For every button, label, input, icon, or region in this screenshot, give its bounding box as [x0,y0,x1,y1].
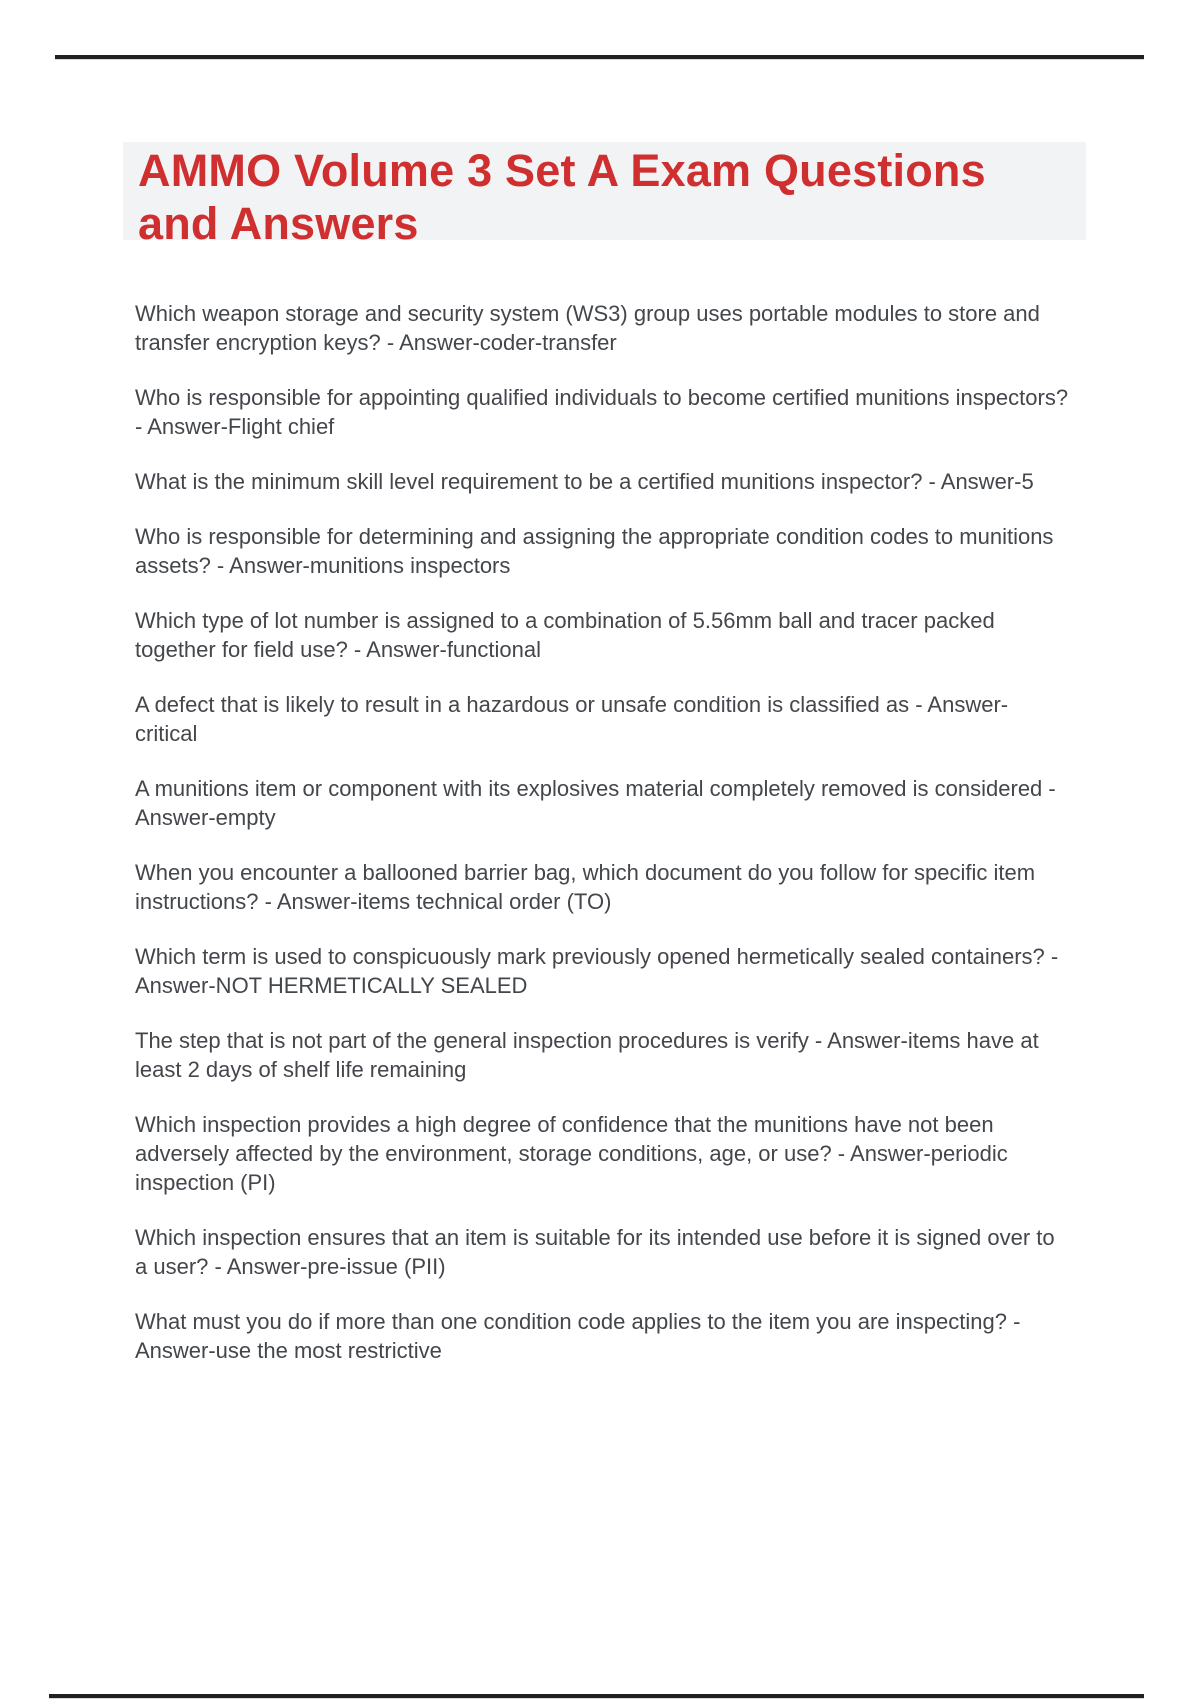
page-title [123,142,1086,250]
qa-item: The step that is not part of the general inspection procedures is verify - Answer-items have at least 2 days of shelf life remaining [135,1028,1039,1082]
qa-item: Who is responsible for determining and assigning the appropriate condition codes to munitions assets? - Answer-munitions inspectors [135,524,1054,578]
qa-item: What is the minimum skill level requirement to be a certified munitions inspector? - Answer-5 [135,469,1034,494]
qa-item: Which weapon storage and security system (WS3) group uses portable modules to store and transfer encryption keys? - Answer-coder-transfer [135,301,1040,355]
qa-item: A defect that is likely to result in a hazardous or unsafe condition is classified as - Answer-critical [135,692,1009,746]
qa-item: What must you do if more than one condition code applies to the item you are inspecting? - Answer-use the most restrictive [135,1309,1021,1363]
qa-item: Which inspection ensures that an item is suitable for its intended use before it is signed over to a user? - Answer-pre-issue (PII) [135,1225,1055,1279]
qa-item: Which term is used to conspicuously mark previously opened hermetically sealed containers? - Answer-NOT HERMETICALLY SEALED [135,944,1059,998]
bottom-horizontal-rule [49,1694,1144,1698]
qa-item: Which inspection provides a high degree of confidence that the munitions have not been adversely affected by the environment, storage conditions, age, or use? - Answer-periodic inspection (PI) [135,1112,1008,1195]
top-horizontal-rule [55,55,1144,59]
title-highlight [123,142,1086,249]
page-title-line-2: and Answers [138,198,419,249]
qa-item: Which type of lot number is assigned to a combination of 5.56mm ball and tracer packed together for field use? - Answer-functional [135,608,995,662]
qa-list [135,299,1070,1391]
qa-item: Who is responsible for appointing qualified individuals to become certified munitions inspectors? - Answer-Flight chief [135,385,1069,439]
page-title-line-1: AMMO Volume 3 Set A Exam Questions [138,145,986,196]
qa-item: A munitions item or component with its explosives material completely removed is considered - Answer-empty [135,776,1056,830]
qa-item: When you encounter a ballooned barrier bag, which document do you follow for specific item instructions? - Answer-items technical order (TO) [135,860,1036,914]
